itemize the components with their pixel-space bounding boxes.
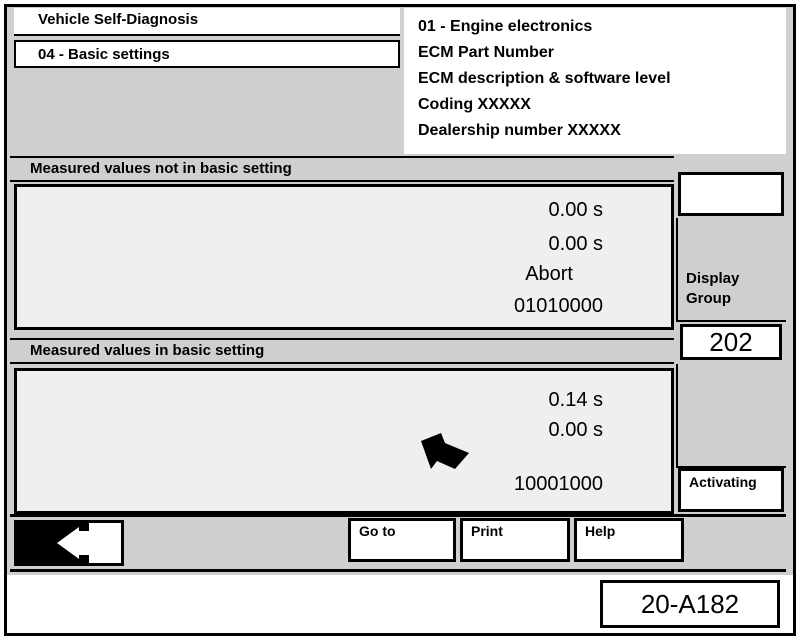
values-basic-panel [14, 368, 674, 514]
display-group-label-2: Group [686, 290, 731, 307]
info-line-coding: Coding XXXXX [418, 96, 531, 113]
figure-label-box [600, 580, 780, 628]
value-field-2: 0.00 s [548, 233, 603, 255]
display-group-panel [676, 218, 786, 322]
value-field-3: Abort [525, 263, 573, 285]
print-button[interactable] [460, 518, 570, 562]
activating-button[interactable] [678, 468, 784, 512]
value-field-5: 0.14 s [548, 389, 603, 411]
function-box [14, 40, 400, 68]
header-blank-area [14, 70, 400, 154]
display-group-value: 202 [709, 327, 753, 357]
section-not-basic-header [10, 156, 674, 182]
back-arrow-icon [17, 523, 121, 563]
title-box [14, 8, 400, 36]
side-input-box[interactable] [678, 172, 784, 216]
value-field-1: 0.00 s [548, 199, 603, 221]
figure-label: 20-A182 [640, 589, 740, 619]
back-button[interactable] [14, 520, 124, 566]
help-button[interactable] [574, 518, 684, 562]
arrow-pointer-icon [417, 429, 477, 475]
display-group-label-1: Display [686, 270, 740, 287]
value-field-7: 10001000 [514, 473, 603, 495]
activating-label: Activating [689, 474, 757, 490]
value-field-4: 01010000 [514, 295, 603, 317]
goto-label: Go to [359, 523, 396, 539]
info-line-module: 01 - Engine electronics [418, 18, 593, 35]
goto-button[interactable] [348, 518, 456, 562]
section-not-basic-label: Measured values not in basic setting [30, 160, 292, 177]
section-basic-header [10, 338, 674, 364]
function-text: 04 - Basic settings [38, 46, 170, 63]
title-text: Vehicle Self-Diagnosis [38, 11, 199, 28]
control-module-info [404, 8, 786, 154]
info-line-part-number: ECM Part Number [418, 44, 555, 61]
info-line-description: ECM description & software level [418, 70, 671, 87]
help-label: Help [585, 523, 616, 539]
info-line-dealership: Dealership number XXXXX [418, 122, 621, 139]
print-label: Print [471, 523, 503, 539]
display-group-field[interactable] [680, 324, 782, 360]
value-field-6: 0.00 s [548, 419, 603, 441]
section-basic-label: Measured values in basic setting [30, 342, 265, 359]
values-not-basic-panel [14, 184, 674, 330]
side-blank-panel [676, 364, 786, 468]
